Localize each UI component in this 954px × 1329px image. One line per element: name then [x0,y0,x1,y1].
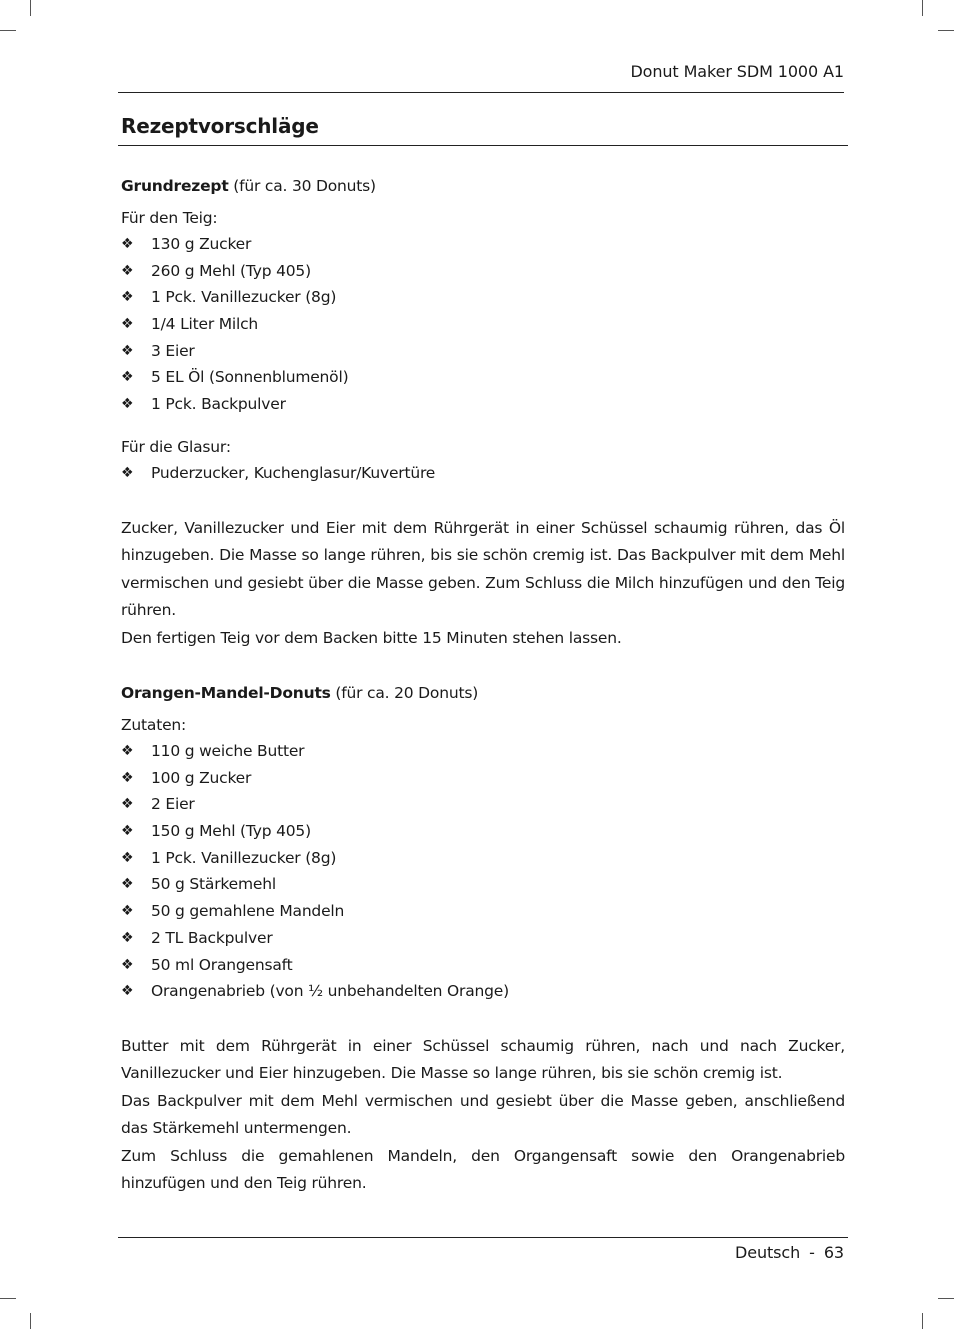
four-petal-diamond-icon: ❖ [121,876,134,893]
page-header [118,62,844,93]
recipe-content [121,173,845,1198]
page-number: 63 [823,1243,844,1262]
list-item [121,231,845,258]
ingredient-text: Orangenabrieb (von ½ unbehandelten Orange) [151,982,509,1001]
list-item [121,364,845,391]
four-petal-diamond-icon: ❖ [121,289,134,306]
recipe-yield: (für ca. 30 Donuts) [233,177,376,195]
list-item [121,791,845,818]
four-petal-diamond-icon: ❖ [121,369,134,386]
section-heading [118,112,848,146]
four-petal-diamond-icon: ❖ [121,316,134,333]
list-item [121,460,845,487]
ingredient-text: 50 g gemahlene Mandeln [151,902,345,921]
page-title: Rezeptvorschläge [121,114,319,138]
footer-rule [118,1237,848,1238]
ingredient-group-label: Für den Teig: [121,209,218,227]
crop-mark [30,1313,31,1329]
list-item [121,311,845,338]
crop-mark [938,30,954,31]
crop-mark [0,1298,16,1299]
recipe-name: Orangen-Mandel-Donuts [121,684,331,702]
list-item [121,925,845,952]
four-petal-diamond-icon: ❖ [121,769,134,786]
page-footer [735,1243,844,1262]
ingredient-list [121,460,845,487]
list-item [121,845,845,872]
footer-separator: - [809,1243,815,1262]
four-petal-diamond-icon: ❖ [121,262,134,279]
four-petal-diamond-icon: ❖ [121,983,134,1000]
instruction-paragraph: Den fertigen Teig vor dem Backen bitte 15 Minuten stehen lassen. [121,628,622,647]
ingredient-text: 1 Pck. Vanillezucker (8g) [151,288,337,307]
four-petal-diamond-icon: ❖ [121,464,134,481]
list-item [121,978,845,1005]
recipe-title [121,680,845,706]
ingredient-text: 150 g Mehl (Typ 405) [151,822,311,841]
recipe-name: Grundrezept [121,177,229,195]
list-item [121,391,845,418]
crop-mark [922,1313,923,1329]
ingredient-text: 260 g Mehl (Typ 405) [151,261,311,280]
list-item [121,258,845,285]
list-item [121,284,845,311]
ingredient-text: 50 g Stärkemehl [151,875,276,894]
list-item [121,898,845,925]
four-petal-diamond-icon: ❖ [121,236,134,252]
four-petal-diamond-icon: ❖ [121,396,134,413]
ingredient-text: 2 TL Backpulver [151,928,273,947]
list-item [121,765,845,792]
four-petal-diamond-icon: ❖ [121,929,134,946]
list-item [121,818,845,845]
ingredient-text: 110 g weiche Butter [151,742,305,760]
ingredient-text: 2 Eier [151,795,195,814]
four-petal-diamond-icon: ❖ [121,849,134,866]
recipe-yield: (für ca. 20 Donuts) [335,684,479,702]
four-petal-diamond-icon: ❖ [121,956,134,973]
four-petal-diamond-icon: ❖ [121,796,134,813]
four-petal-diamond-icon: ❖ [121,743,134,759]
instruction-paragraph: Butter mit dem Rührgerät in einer Schüssel schaumig rühren, nach und nach Zucker, Vanillezucker und Eier hinzugeben. Die Masse so lange rühren, bis sie schön cremig ist. [121,1036,845,1083]
crop-mark [938,1298,954,1299]
list-item [121,952,845,979]
ingredient-list [121,231,845,418]
list-item [121,871,845,898]
four-petal-diamond-icon: ❖ [121,823,134,840]
ingredient-text: Puderzucker, Kuchenglasur/Kuvertüre [151,463,436,482]
ingredient-text: 1/4 Liter Milch [151,315,259,334]
ingredient-text: 1 Pck. Vanillezucker (8g) [151,848,337,867]
instruction-paragraph: Das Backpulver mit dem Mehl vermischen und gesiebt über die Masse geben, anschließend das Stärkemehl untermengen. [121,1091,845,1138]
ingredient-text: 5 EL Öl (Sonnenblumenöl) [151,368,349,387]
ingredient-group-label: Für die Glasur: [121,437,231,456]
ingredient-text: 3 Eier [151,341,195,360]
ingredient-text: 100 g Zucker [151,768,252,787]
crop-mark [0,30,16,31]
ingredient-group-label: Zutaten: [121,716,187,734]
footer-language: Deutsch [734,1243,801,1262]
ingredient-text: 130 g Zucker [151,235,252,253]
ingredient-text: 50 ml Orangensaft [151,955,293,974]
four-petal-diamond-icon: ❖ [121,903,134,920]
crop-mark [30,0,31,16]
list-item [121,338,845,365]
ingredient-text: 1 Pck. Backpulver [151,395,286,414]
product-name: Donut Maker SDM 1000 A1 [630,62,844,81]
four-petal-diamond-icon: ❖ [121,342,134,359]
recipe-title [121,173,845,199]
crop-mark [922,0,923,16]
instruction-paragraph: Zucker, Vanillezucker und Eier mit dem Rührgerät in einer Schüssel schaumig rühren, das Öl hinzugeben. Die Masse so lange rühren, bis sie schön cremig ist. Das Backpulver mit dem Mehl vermischen und gesiebt über die Masse geben. Zum Schluss die Milch hinzufügen und den Teig rühren. [121,518,845,619]
instruction-paragraph: Zum Schluss die gemahlenen Mandeln, den Organgensaft sowie den Orangenabrieb hinzufügen und den Teig rühren. [121,1146,845,1193]
ingredient-list [121,738,845,1005]
list-item [121,738,845,765]
